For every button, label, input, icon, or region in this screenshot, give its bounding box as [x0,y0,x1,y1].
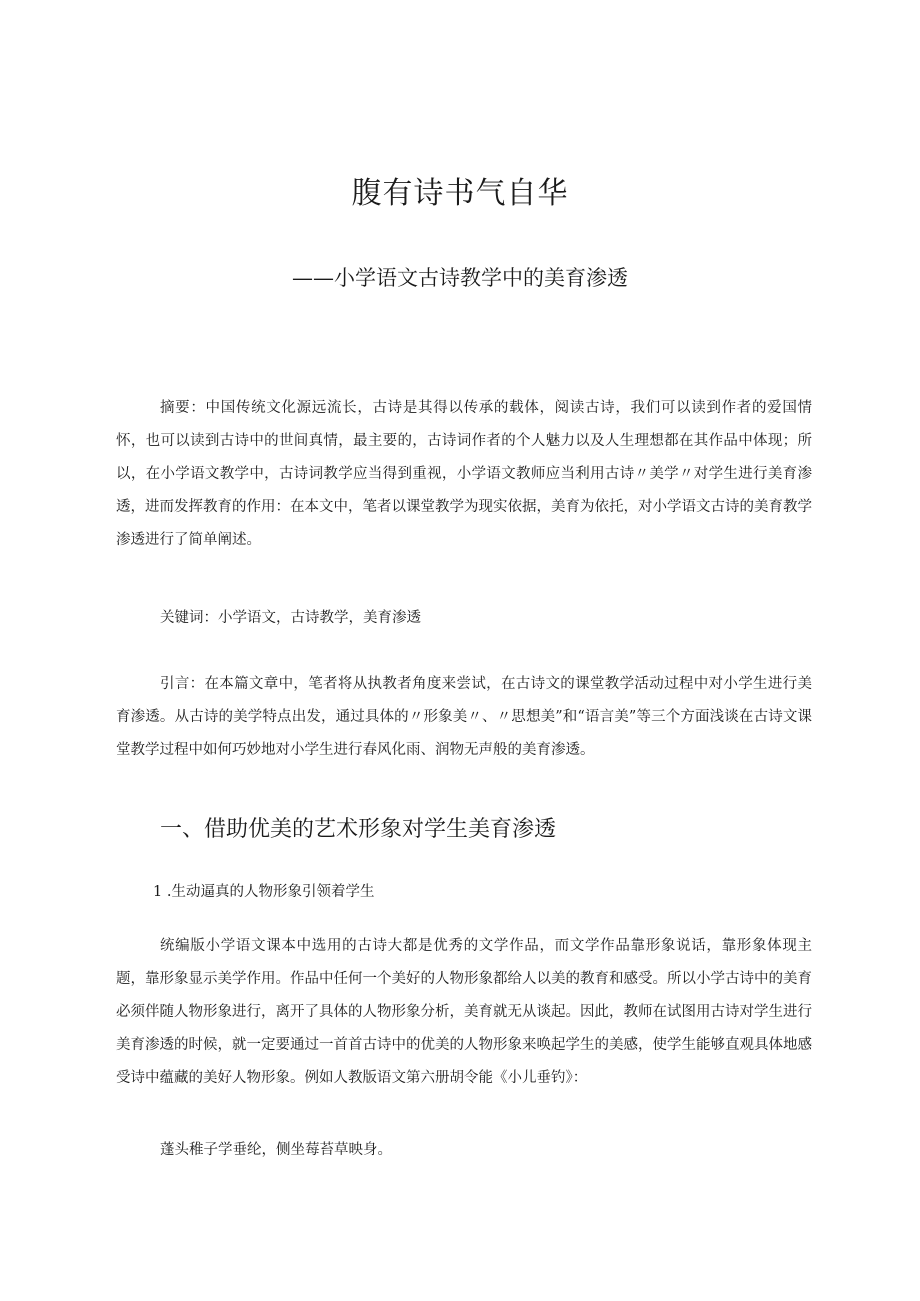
poem-verse-line: 蓬头稚子学垂纶，侧坐莓苔草映身。 [160,1142,392,1158]
document-subtitle: ——小学语文古诗教学中的美育渗透 [292,266,628,290]
keywords-paragraph: 关键词：小学语文，古诗教学，美育渗透 [160,610,421,626]
abstract-paragraph: 摘要：中国传统文化源远流长，古诗是其得以传承的载体，阅读古诗，我们可以读到作者的爱国情怀，也可以读到古诗中的世间真情，最主要的，古诗词作者的个人魅力以及人生理想都在其作品中体现；所以，在小学语文教学中，古诗词教学应当得到重视，小学语文教师应当利用古诗〃美学〃对学生进行美育渗透，进而发挥教育的作用：在本文中，笔者以课堂教学为现实依据，美育为依托，对小学语文古诗的美育教学渗透进行了简单阐述。 [116,400,812,548]
document-title: 腹有诗书气自华 [351,176,569,211]
subsection-heading: 1 .生动逼真的人物形象引领着学生 [153,884,375,900]
body-paragraph: 统编版小学语文课本中选用的古诗大都是优秀的文学作品，而文学作品靠形象说话，靠形象体现主题，靠形象显示美学作用。作品中任何一个美好的人物形象都给人以美的教育和感受。所以小学古诗中的美育必须伴随人物形象进行，离开了具体的人物形象分析，美育就无从谈起。因此，教师在试图用古诗对学生进行美育渗透的时候，就一定要通过一首首古诗中的优美的人物形象来唤起学生的美感，使学生能够直观具体地感受诗中蕴藏的美好人物形象。例如人教版语文第六册胡令能《小儿垂钓》： [116,938,812,1086]
section-heading: 一、借助优美的艺术形象对学生美育渗透 [160,817,557,842]
intro-paragraph: 引言：在本篇文章中，笔者将从执教者角度来尝试，在古诗文的课堂教学活动过程中对小学生进行美育渗透。从古诗的美学特点出发，通过具体的〃形象美〃、〃思想美”和“语言美”等三个方面浅谈在古诗文课堂教学过程中如何巧妙地对小学生进行春风化雨、润物无声般的美育渗透。 [116,676,812,758]
